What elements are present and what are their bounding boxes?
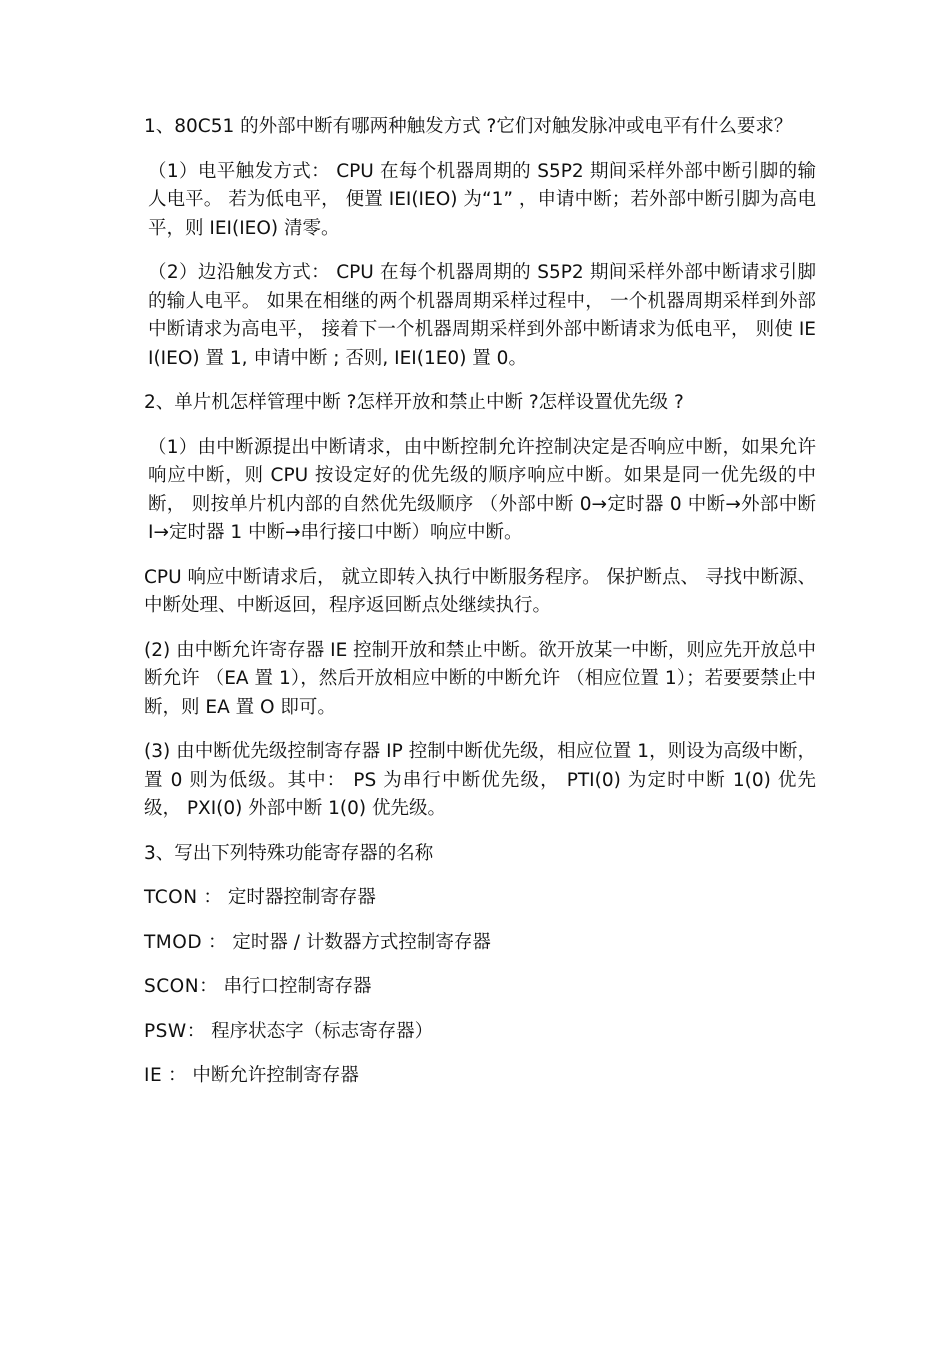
question-2: 2、单片机怎样管理中断 ?怎样开放和禁止中断 ?怎样设置优先级 ? bbox=[144, 392, 684, 413]
answer-2-cpu-response: CPU 响应中断请求后， 就立即转入执行中断服务程序。 保护断点、 寻找中断源、中断处理、中断返回，程序返回断点处继续执行。 bbox=[144, 566, 816, 616]
register-separator: ： bbox=[202, 931, 233, 953]
register-name: 定时器 / 计数器方式控制寄存器 bbox=[232, 931, 491, 953]
answer-2-part-2: (2) 由中断允许寄存器 IE 控制开放和禁止中断。欲开放某一中断，则应先开放总中断允许 （EA 置 1），然后开放相应中断的中断允许 （相应位置 1）；若要要禁止中断，则 EA 置 O 即可。 bbox=[144, 639, 816, 718]
register-row-ie bbox=[144, 1062, 816, 1091]
question-3: 3、写出下列特殊功能寄存器的名称 bbox=[144, 842, 434, 864]
register-separator: ： bbox=[186, 1020, 212, 1042]
register-separator: ： bbox=[162, 1065, 193, 1086]
register-name: 程序状态字（标志寄存器） bbox=[211, 1020, 434, 1042]
register-row-tcon bbox=[144, 884, 816, 913]
register-row-psw bbox=[144, 1018, 816, 1047]
register-name: 定时器控制寄存器 bbox=[227, 887, 376, 908]
register-abbr: PSW bbox=[144, 1020, 187, 1042]
register-row-scon bbox=[144, 973, 816, 1002]
answer-1-level-trigger: （1）电平触发方式： CPU 在每个机器周期的 S5P2 期间采样外部中断引脚的输人电平。 若为低电平， 便置 IEI(IEO) 为“1” ，申请中断；若外部中断引脚为高电平，则 IEI(IEO) 清零。 bbox=[148, 160, 816, 239]
register-name: 中断允许控制寄存器 bbox=[192, 1065, 359, 1086]
register-abbr: TCON bbox=[144, 887, 198, 908]
register-name: 串行口控制寄存器 bbox=[223, 976, 372, 997]
register-abbr: IE bbox=[144, 1065, 163, 1086]
question-1: 1、80C51 的外部中断有哪两种触发方式 ?它们对触发脉冲或电平有什么要求？ bbox=[144, 116, 793, 137]
register-abbr: SCON bbox=[144, 976, 200, 997]
answer-2-part-1: （1）由中断源提出中断请求，由中断控制允许控制决定是否响应中断，如果允许响应中断，则 CPU 按设定好的优先级的顺序响应中断。如果是同一优先级的中断， 则按单片机内部的自然优先级顺序 （外部中断 0→定时器 0 中断→外部中断 I→定时器 1 中断→串行接口中断）响应中断。 bbox=[148, 436, 816, 543]
register-abbr: TMOD bbox=[144, 931, 203, 953]
register-separator: ： bbox=[199, 976, 224, 997]
document-page bbox=[144, 113, 816, 1107]
register-row-tmod bbox=[144, 929, 816, 958]
register-separator: ： bbox=[197, 887, 228, 908]
answer-1-edge-trigger: （2）边沿触发方式： CPU 在每个机器周期的 S5P2 期间采样外部中断请求引脚的输人电平。 如果在相继的两个机器周期采样过程中， 一个机器周期采样到外部中断请求为高电平， 接着下一个机器周期采样到外部中断请求为低电平， 则使 IEI(IEO) 置 1, 申请中断 ; 否则, IEI(1E0) 置 0。 bbox=[148, 262, 816, 369]
answer-2-part-3: (3) 由中断优先级控制寄存器 IP 控制中断优先级，相应位置 1，则设为高级中断，置 0 则为低级。其中： PS 为串行中断优先级， PTI(0) 为定时中断 1(0) 优先级， PXI(0) 外部中断 1(0) 优先级。 bbox=[144, 741, 816, 819]
